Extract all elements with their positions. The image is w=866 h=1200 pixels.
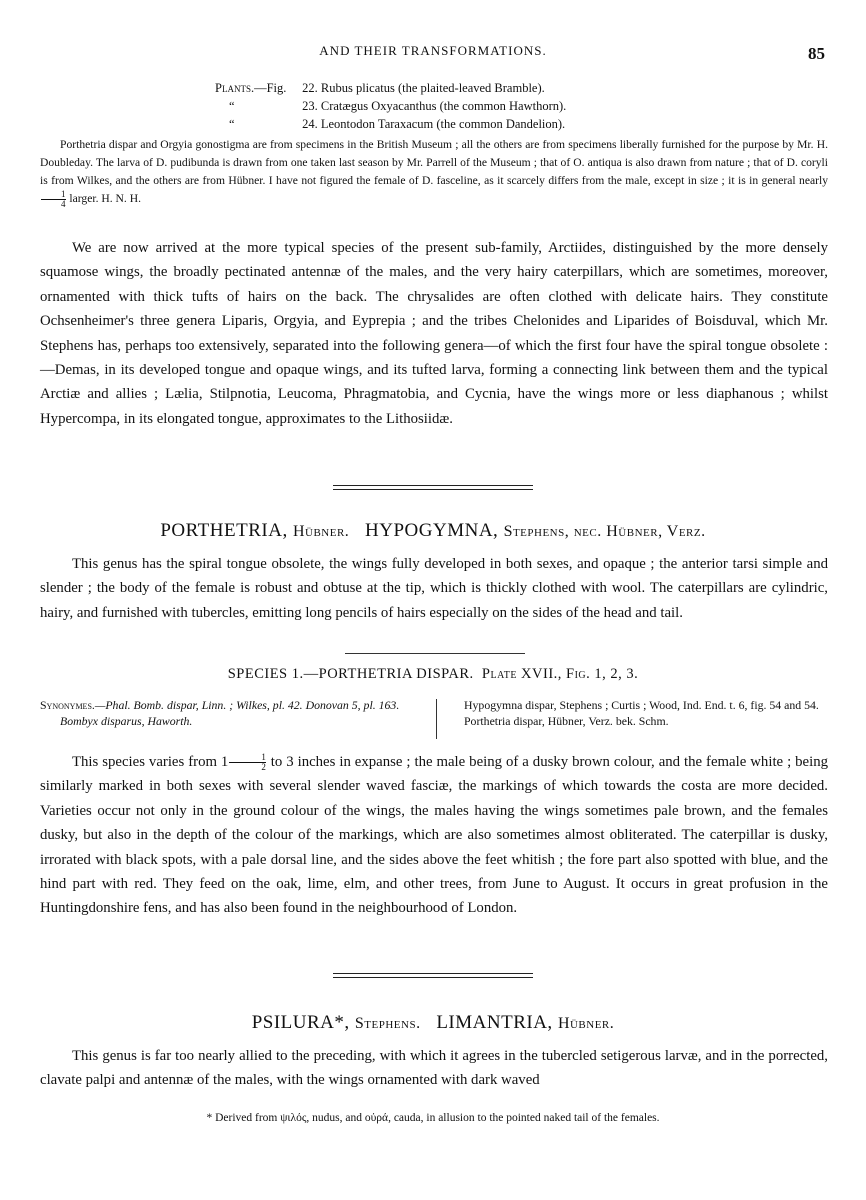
plant-number: 24.: [302, 117, 318, 131]
synonymes-left: Synonymes.—Phal. Bomb. dispar, Linn. ; Wilkes, pl. 42. Donovan 5, pl. 163. Bombyx disparus, Haworth.: [40, 698, 400, 728]
species-description: This species varies from 1 $\frac{1}{2}$ to 3 inches in expanse ; the male being of a dusky brown colour, and the female white ; being similarly marked in both sexes with several slender waved fasciæ, the markings of which towards the costa are more decided. Varieties occur not only in the ground colour of the wings, the males having the wings sometimes pale brown, and the females dusky, but also in the depth of the colour of the markings, which are also sometimes almost obliterated. The caterpillar is dusky, irrorated with black spots, with a pale dorsal line, and the sides above the feet whitish ; the fore part also spotted with blue, and the hind part with red. They feed on the oak, lime, elm, and other trees, from June to August. It occurs in great profusion in the Huntingdonshire fens, and has also been found in the neighbourhood of London.: [40, 752, 828, 917]
note-text: Porthetria dispar and Orgyia gonostigma are from specimens in the British Museum ; all the others are from specimens liberally furnished for the purpose by Mr. H. Doubleday. The larva of D. pudibunda is drawn from one taken last season by Mr. Parrell of the Museum ; that of O. antiqua is also drawn from nature ; that of D. coryli is from Wilkes, and the others are from Hübner. I have not figured the female of D. fasceline, as it scarcely differs from the male, except in size ; it is in general nearly: [40, 138, 828, 187]
note-text-end: larger. H. N. H.: [69, 192, 141, 206]
plant-name: Rubus plicatus (the plaited-leaved Bramble).: [320, 81, 545, 95]
ditto-mark: “: [229, 117, 235, 131]
running-header: AND THEIR TRANSFORMATIONS.: [319, 43, 547, 58]
species-heading: SPECIES 1.—PORTHETRIA DISPAR. Plate XVII., Fig. 1, 2, 3.: [227, 666, 639, 682]
plants-row: [215, 79, 566, 97]
plants-label: Plants.: [215, 81, 255, 95]
page-number: 85: [808, 44, 825, 63]
fraction-quarter: $\frac{1}{4}$: [41, 190, 66, 209]
editor-note: [40, 136, 828, 209]
genus-heading-porthetria: PORTHETRIA, Hübner. HYPOGYMNA, Stephens, nec. Hübner, Verz.: [160, 520, 706, 541]
section-divider: [333, 485, 533, 490]
ditto-mark: “: [229, 99, 235, 113]
synonymes-right: Hypogymna dispar, Stephens ; Curtis ; Wood, Ind. End. t. 6, fig. 54 and 54. Porthetria dispar, Hübner, Verz. bek. Schm.: [464, 698, 819, 728]
section-divider: [333, 973, 533, 978]
plant-name: Cratægus Oxyacanthus (the common Hawthorn).: [320, 99, 567, 113]
genus-description-porthetria: This genus has the spiral tongue obsolete, the wings fully developed in both sexes, and opaque ; the anterior tarsi simple and slender ; the body of the female is robust and obtuse at the tip, which is thickly clothed with wool. The caterpillars are cylindric, hairy, and furnished with tubercles, emitting long pencils of hairs especially on the sides of the head and tail.: [40, 556, 828, 621]
synonymes-divider: [436, 699, 437, 739]
plants-row: [215, 97, 566, 115]
plants-row: [215, 115, 566, 133]
footnote: * Derived from ψιλός, nudus, and οὐρά, cauda, in allusion to the pointed naked tail of the females.: [206, 1112, 660, 1124]
fraction-half: $\frac{1}{2}$: [229, 753, 266, 772]
plant-number: 23.: [302, 99, 318, 113]
plant-name: Leontodon Taraxacum (the common Dandelion).: [320, 117, 566, 131]
plants-list: [215, 79, 566, 133]
fig-prefix: —Fig.: [254, 81, 287, 95]
species-rule: [345, 653, 525, 654]
synonymes-label: Synonymes.: [40, 698, 95, 712]
plant-number: 22.: [302, 81, 318, 95]
intro-paragraph: We are now arrived at the more typical species of the present sub-family, Arctiides, distinguished by the more densely squamose wings, the broadly pectinated antennæ of the males, and the very hairy caterpillars, which are sometimes, moreover, ornamented with thick tufts of hairs on the back. The chrysalides are often clothed with delicate hairs. They constitute Ochsenheimer's three genera Liparis, Orgyia, and Eyprepia ; and the tribes Chelonides and Liparides of Boisduval, which Mr. Stephens has, perhaps too extensively, separated into the following genera—of which the first four have the spiral tongue obsolete :—Demas, in its developed tongue and opaque wings, and its tufted larva, forming a connecting link between them and the typical Arctiæ and allies ; Lælia, Stilpnotia, Leucoma, Phragmatobia, and Cycnia, have the wings more or less diaphanous ; whilst Hypercompa, in its elongated tongue, approximates to the Lithosiidæ.: [40, 240, 828, 427]
genus-heading-psilura: PSILURA*, Stephens. LIMANTRIA, Hübner.: [251, 1012, 615, 1033]
genus-description-psilura: This genus is far too nearly allied to the preceding, with which it agrees in the tubercled setigerous larvæ, and in the porrected, clavate palpi and antennæ of the males, with the wings ornamented with dark waved: [40, 1048, 828, 1089]
